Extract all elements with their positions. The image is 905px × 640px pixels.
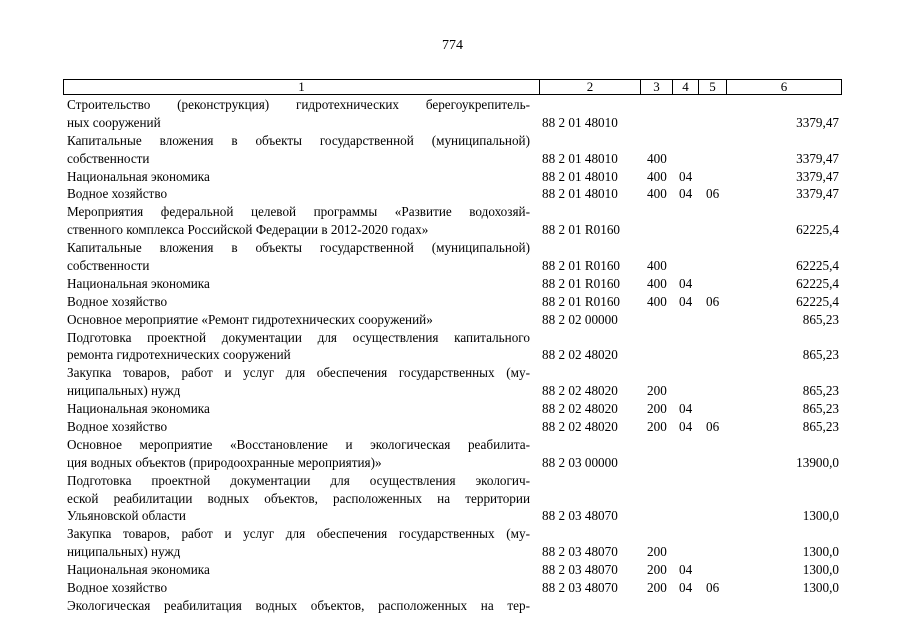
row-amount: 1300,0 (802, 544, 839, 560)
row-expense-type: 200 (647, 419, 667, 435)
row-code: 88 2 01 R0160 (542, 222, 621, 238)
row-code: 88 2 02 48020 (542, 383, 618, 399)
table-row (0, 114, 905, 132)
row-name: ция водных объектов (природоохранные мероприятия)» (67, 454, 382, 470)
header-col-5: 5 (699, 80, 727, 94)
row-name: Водное хозяйство (67, 580, 168, 596)
row-amount: 3379,47 (796, 168, 839, 184)
row-code: 88 2 02 00000 (542, 311, 618, 327)
table-row (0, 221, 905, 239)
header-col-4: 4 (673, 80, 699, 94)
row-name: Капитальные вложения в объекты государственной (муниципальной) (67, 240, 530, 256)
row-name: Закупка товаров, работ и услуг для обеспечения государственных (му- (67, 365, 530, 381)
row-name: Основное мероприятие «Восстановление и экологическая реабилита- (67, 436, 530, 452)
table-row (0, 96, 905, 114)
table-row (0, 472, 905, 490)
row-name: Основное мероприятие «Ремонт гидротехнических сооружений» (67, 311, 433, 327)
row-code: 88 2 03 48070 (542, 544, 618, 560)
header-col-6: 6 (780, 79, 788, 94)
table-row (0, 543, 905, 561)
row-name: собственности (67, 150, 150, 166)
table-row (0, 364, 905, 382)
row-amount: 865,23 (802, 311, 839, 327)
row-section: 04 (679, 562, 693, 578)
row-expense-type: 400 (647, 258, 667, 274)
row-name: Капитальные вложения в объекты государственной (муниципальной) (67, 132, 530, 148)
header-col-2: 2 (540, 80, 641, 94)
row-amount: 62225,4 (796, 275, 839, 291)
row-name: Водное хозяйство (67, 293, 168, 309)
row-expense-type: 200 (647, 401, 667, 417)
row-expense-type: 200 (647, 580, 667, 596)
row-name: Подготовка проектной документации для осуществления капитального (67, 329, 530, 345)
row-amount: 865,23 (802, 401, 839, 417)
row-amount: 865,23 (802, 419, 839, 435)
table-row (0, 382, 905, 400)
row-name: Мероприятия федеральной целевой программы «Развитие водохозяй- (67, 204, 530, 220)
row-subsection: 06 (706, 186, 720, 202)
row-amount: 13900,0 (796, 454, 839, 470)
row-expense-type: 200 (647, 383, 667, 399)
row-amount: 1300,0 (802, 580, 839, 596)
table-body (0, 96, 905, 615)
row-amount: 62225,4 (796, 293, 839, 309)
row-section: 04 (679, 580, 693, 596)
row-name: Строительство (реконструкция) гидротехнических берегоукрепитель- (67, 97, 530, 112)
row-subsection: 06 (706, 419, 720, 435)
row-name: Закупка товаров, работ и услуг для обеспечения государственных (му- (67, 526, 530, 542)
row-name: Экологическая реабилитация водных объектов, расположенных на тер- (67, 597, 530, 613)
table-row (0, 150, 905, 168)
table-row (0, 132, 905, 150)
row-name: Ульяновской области (67, 508, 186, 524)
row-amount: 62225,4 (796, 222, 839, 238)
table-row (0, 311, 905, 329)
row-name: ниципальных) нужд (67, 544, 181, 560)
row-code: 88 2 01 R0160 (542, 275, 621, 291)
table-row (0, 579, 905, 597)
row-section: 04 (679, 293, 693, 309)
table-row (0, 203, 905, 221)
table-row (0, 275, 905, 293)
row-code: 88 2 03 48070 (542, 580, 618, 596)
table-row (0, 436, 905, 454)
row-expense-type: 200 (647, 544, 667, 560)
row-code: 88 2 01 48010 (542, 168, 618, 184)
row-amount: 865,23 (802, 383, 839, 399)
row-name: Национальная экономика (67, 275, 210, 291)
header-col-1: 1 (64, 80, 540, 94)
row-amount: 1300,0 (802, 562, 839, 578)
row-section: 04 (679, 168, 693, 184)
row-name: Национальная экономика (67, 168, 210, 184)
row-code: 88 2 02 48020 (542, 401, 618, 417)
row-amount: 62225,4 (796, 258, 839, 274)
row-name: ремонта гидротехнических сооружений (67, 347, 291, 363)
table-row (0, 329, 905, 347)
row-section: 04 (679, 419, 693, 435)
row-subsection: 06 (706, 293, 720, 309)
row-name: ных сооружений (67, 114, 161, 130)
table-row (0, 490, 905, 508)
row-name: еской реабилитации водных объектов, расположенных на территории (67, 490, 530, 506)
row-code: 88 2 03 48070 (542, 562, 618, 578)
row-code: 88 2 01 48010 (542, 186, 618, 202)
row-name: собственности (67, 258, 150, 274)
table-row (0, 507, 905, 525)
row-code: 88 2 01 R0160 (542, 258, 621, 274)
table-row (0, 525, 905, 543)
row-expense-type: 400 (647, 275, 667, 291)
row-code: 88 2 02 48020 (542, 419, 618, 435)
row-code: 88 2 03 00000 (542, 454, 618, 470)
row-name: Водное хозяйство (67, 186, 168, 202)
table-row (0, 168, 905, 186)
table-header (63, 79, 842, 95)
table-row (0, 418, 905, 436)
row-code: 88 2 02 48020 (542, 347, 618, 363)
row-expense-type: 400 (647, 150, 667, 166)
row-name: Национальная экономика (67, 401, 210, 417)
table-row (0, 293, 905, 311)
row-name: Подготовка проектной документации для осуществления экологич- (67, 472, 530, 488)
row-code: 88 2 03 48070 (542, 508, 618, 524)
row-code: 88 2 01 48010 (542, 114, 618, 130)
page-number: 774 (442, 38, 463, 53)
row-subsection: 06 (706, 580, 720, 596)
row-amount: 3379,47 (796, 114, 839, 130)
row-name: ственного комплекса Российской Федерации в 2012-2020 годах» (67, 222, 429, 238)
table-row (0, 239, 905, 257)
table-row (0, 257, 905, 275)
row-amount: 3379,47 (796, 150, 839, 166)
row-expense-type: 400 (647, 168, 667, 184)
row-amount: 3379,47 (796, 186, 839, 202)
table-row (0, 185, 905, 203)
row-amount: 865,23 (802, 347, 839, 363)
row-section: 04 (679, 186, 693, 202)
row-name: Национальная экономика (67, 562, 210, 578)
header-col-3: 3 (641, 80, 673, 94)
table-row (0, 346, 905, 364)
table-row (0, 400, 905, 418)
row-section: 04 (679, 275, 693, 291)
row-expense-type: 400 (647, 293, 667, 309)
row-code: 88 2 01 48010 (542, 150, 618, 166)
row-expense-type: 400 (647, 186, 667, 202)
table-row (0, 597, 905, 615)
row-name: ниципальных) нужд (67, 383, 181, 399)
row-amount: 1300,0 (802, 508, 839, 524)
row-expense-type: 200 (647, 562, 667, 578)
row-section: 04 (679, 401, 693, 417)
table-row (0, 454, 905, 472)
row-name: Водное хозяйство (67, 419, 168, 435)
row-code: 88 2 01 R0160 (542, 293, 621, 309)
table-row (0, 561, 905, 579)
